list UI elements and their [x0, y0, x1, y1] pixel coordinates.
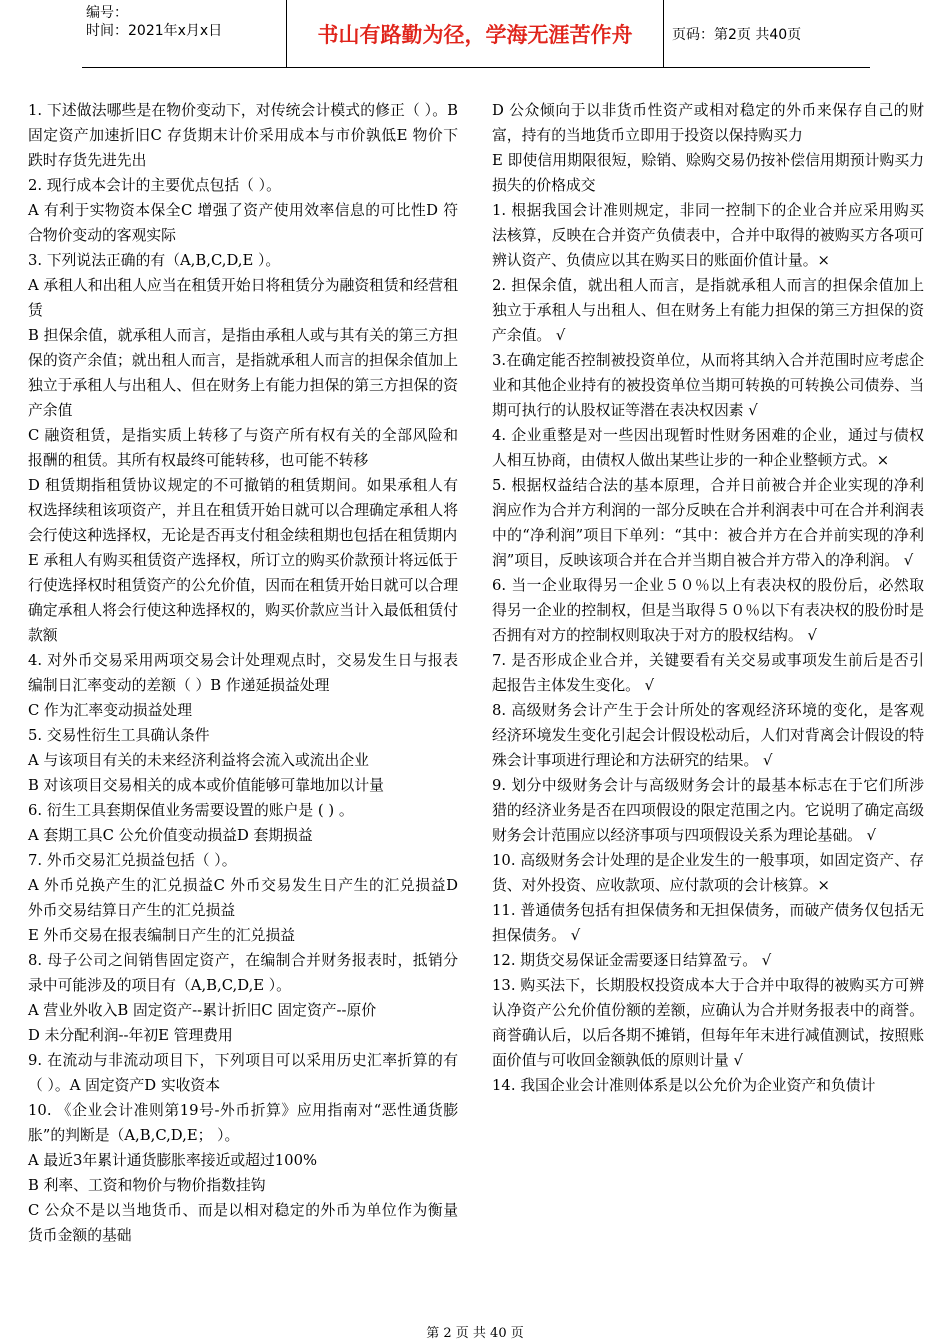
question-paragraph: 10. 《企业会计准则第19号-外币折算》应用指南对“恶性通货膨胀”的判断是（A,B,C,D,E； ）。	[28, 1102, 458, 1144]
answer-paragraph: 2. 担保余值，就出租人而言，是指就承租人而言的担保余值加上独立于承租人与出租人、但在财务上有能力担保的第三方担保的资产余值。 √	[492, 277, 924, 344]
answer-paragraph: 5. 根据权益结合法的基本原理，合并日前被合并企业实现的净利润应作为合并方利润的一部分反映在合并利润表中可在合并利润表中的“净利润”项目下单列：“其中：被合并方在合并前实现的净利润”项目，反映该项合并在合并当期自被合并方带入的净利润。 √	[492, 477, 924, 569]
question-paragraph: 7. 外币交易汇兑损益包括（ ）。	[28, 852, 237, 869]
question-paragraph: B 担保余值，就承租人而言，是指由承租人或与其有关的第三方担保的资产余值；就出租人而言，是指就承租人而言的担保余值加上独立于承租人与出租人、但在财务上有能力担保的第三方担保的资产余值	[28, 327, 458, 419]
left-column	[28, 98, 458, 1248]
answer-paragraph: 10. 高级财务会计处理的是企业发生的一般事项，如固定资产、存货、对外投资、应收款项、应付款项的会计核算。×	[492, 852, 924, 894]
question-paragraph: C 融资租赁，是指实质上转移了与资产所有权有关的全部风险和报酬的租赁。其所有权最终可能转移，也可能不转移	[28, 427, 458, 469]
answer-paragraph: 13. 购买法下，长期股权投资成本大于合并中取得的被购买方可辨认净资产公允价值份额的差额，应确认为合并财务报表中的商誉。商誉确认后，以后各期不摊销，但每年年末进行减值测试，按照账面价值与可收回金额孰低的原则计量 √	[492, 977, 924, 1069]
question-paragraph: A 外币兑换产生的汇兑损益C 外币交易发生日产生的汇兑损益D 外币交易结算日产生的汇兑损益	[28, 877, 458, 919]
question-paragraph: 9. 在流动与非流动项目下，下列项目可以采用历史汇率折算的有（ ）。A 固定资产D 实收资本	[28, 1052, 458, 1094]
answer-paragraph: E 即使信用期限很短，赊销、赊购交易仍按补偿信用期预计购买力损失的价格成交	[492, 152, 924, 194]
page-header	[82, 0, 870, 68]
question-paragraph: A 承租人和出租人应当在租赁开始日将租赁分为融资租赁和经营租赁	[28, 277, 458, 319]
answer-paragraph: 3.在确定能否控制被投资单位，从而将其纳入合并范围时应考虑企业和其他企业持有的被投资单位当期可转换的可转换公司债券、当期可执行的认股权证等潜在表决权因素 √	[492, 352, 924, 419]
question-paragraph: 3. 下列说法正确的有（A,B,C,D,E ）。	[28, 252, 281, 269]
question-paragraph: B 对该项目交易相关的成本或价值能够可靠地加以计量	[28, 777, 384, 794]
header-meta	[82, 0, 287, 67]
answer-paragraph: 7. 是否形成企业合并，关键要看有关交易或事项发生前后是否引起报告主体发生变化。 √	[492, 652, 924, 694]
question-paragraph: 6. 衍生工具套期保值业务需要设置的账户是 ( ) 。	[28, 802, 354, 819]
question-paragraph: E 外币交易在报表编制日产生的汇兑损益	[28, 927, 296, 944]
question-paragraph: A 与该项目有关的未来经济利益将会流入或流出企业	[28, 752, 369, 769]
question-paragraph: A 最近3年累计通货膨胀率接近或超过100%	[28, 1152, 318, 1169]
question-paragraph: E 承租人有购买租赁资产选择权，所订立的购买价款预计将远低于行使选择权时租赁资产的公允价值，因而在租赁开始日就可以合理确定承租人将会行使这种选择权的，购买价款应当计入最低租赁付款额	[28, 552, 458, 644]
question-paragraph: 2. 现行成本会计的主要优点包括（ ）。	[28, 177, 281, 194]
answer-paragraph: 1. 根据我国会计准则规定，非同一控制下的企业合并应采用购买法核算，反映在合并资产负债表中，合并中取得的被购买方各项可辨认资产、负债应以其在购买日的账面价值计量。×	[492, 202, 924, 269]
question-paragraph: D 租赁期指租赁协议规定的不可撤销的租赁期间。如果承租人有权选择续租该项资产，并且在租赁开始日就可以合理确定承租人将会行使这种选择权，无论是否再支付租金续租期也包括在租赁期内	[28, 477, 458, 544]
header-motto: 书山有路勤为径，学海无涯苦作舟	[287, 0, 664, 67]
answer-paragraph: 12. 期货交易保证金需要逐日结算盈亏。 √	[492, 952, 772, 969]
question-paragraph: D 未分配利润--年初E 管理费用	[28, 1027, 233, 1044]
question-paragraph: 8. 母子公司之间销售固定资产，在编制合并财务报表时，抵销分录中可能涉及的项目有（A,B,C,D,E ）。	[28, 952, 458, 994]
document-date: 时间：2021年x月x日	[86, 23, 223, 39]
answer-paragraph: 8. 高级财务会计产生于会计所处的客观经济环境的变化，是客观经济环境发生变化引起会计假设松动后，人们对背离会计假设的特殊会计事项进行理论和方法研究的结果。 √	[492, 702, 924, 769]
question-paragraph: C 公众不是以当地货币、而是以相对稳定的外币为单位作为衡量货币金额的基础	[28, 1202, 458, 1244]
question-paragraph: A 套期工具C 公允价值变动损益D 套期损益	[28, 827, 313, 844]
right-column	[492, 98, 924, 1098]
question-paragraph: A 营业外收入B 固定资产--累计折旧C 固定资产--原价	[28, 1002, 377, 1019]
question-paragraph: 1. 下述做法哪些是在物价变动下，对传统会计模式的修正（ ）。B 固定资产加速折旧C 存货期末计价采用成本与市价孰低E 物价下跌时存货先进先出	[28, 102, 458, 169]
header-page-info: 页码：第2页 共40页	[672, 26, 802, 43]
page-footer: 第 2 页 共 40 页	[426, 1326, 524, 1341]
question-paragraph: 4. 对外币交易采用两项交易会计处理观点时，交易发生日与报表编制日汇率变动的差额（ ）B 作递延损益处理	[28, 652, 458, 694]
document-number-label: 编号：	[86, 5, 128, 21]
answer-paragraph: 4. 企业重整是对一些因出现暂时性财务困难的企业，通过与债权人相互协商，由债权人做出某些让步的一种企业整顿方式。×	[492, 427, 924, 469]
question-paragraph: A 有利于实物资本保全C 增强了资产使用效率信息的可比性D 符合物价变动的客观实际	[28, 202, 458, 244]
question-paragraph: 5. 交易性衍生工具确认条件	[28, 727, 210, 744]
question-paragraph: B 利率、工资和物价与物价指数挂钩	[28, 1177, 266, 1194]
question-paragraph: C 作为汇率变动损益处理	[28, 702, 192, 719]
answer-paragraph: 6. 当一企业取得另一企业５０％以上有表决权的股份后，必然取得另一企业的控制权，但是当取得５０％以下有表决权的股份时是否拥有对方的控制权则取决于对方的股权结构。 √	[492, 577, 924, 644]
answer-paragraph: 9. 划分中级财务会计与高级财务会计的最基本标志在于它们所涉猎的经济业务是否在四项假设的限定范围之内。它说明了确定高级财务会计范围应以经济事项与四项假设关系为理论基础。 √	[492, 777, 924, 844]
answer-paragraph: 11. 普通债务包括有担保债务和无担保债务，而破产债务仅包括无担保债务。 √	[492, 902, 924, 944]
answer-paragraph: D 公众倾向于以非货币性资产或相对稳定的外币来保存自己的财富，持有的当地货币立即用于投资以保持购买力	[492, 102, 924, 144]
answer-paragraph: 14. 我国企业会计准则体系是以公允价为企业资产和负债计	[492, 1077, 876, 1094]
